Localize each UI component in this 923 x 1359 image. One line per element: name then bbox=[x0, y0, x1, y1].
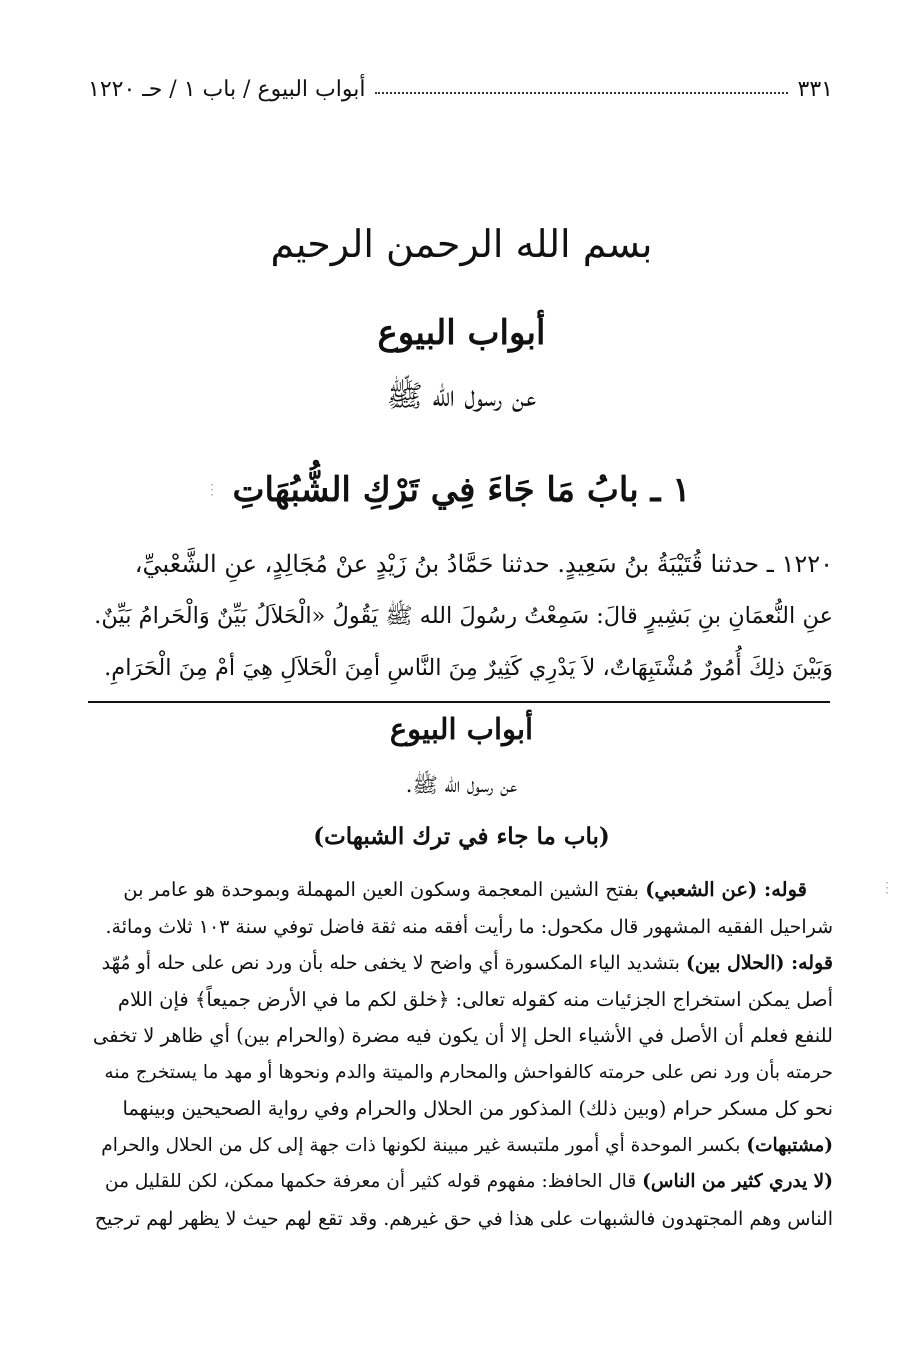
commentary-line: حرمته بأن ورد نص على حرمته كالفواحش والمحارم والميتة والدم ونحوها أو مهد ما يستخرج منه bbox=[104, 1061, 833, 1083]
hadith-line: وَبَيْنَ ذلِكَ أُمُورٌ مُشْتَبِهَاتٌ، لاَ يَدْرِي كَثِيرٌ مِنَ النَّاسِ أمِنَ الْحَلاَلِ هِيَ أمْ مِنَ الْحَرَامِ. bbox=[104, 655, 833, 681]
running-header bbox=[88, 72, 833, 106]
book-subtitle: عن رسول الله ﷺ bbox=[386, 379, 537, 414]
chapter-title: ١ ـ بابُ مَا جَاءَ فِي تَرْكِ الشُّبُهَاتِ bbox=[232, 470, 691, 510]
commentary-subtitle: عن رسول الله ﷺ. bbox=[405, 773, 518, 797]
commentary-line: أصل يمكن استخراج الجزئيات منه كقوله تعالى: ﴿خلق لكم ما في الأرض جميعاً﴾ فإن اللام bbox=[117, 987, 833, 1011]
commentary-text bbox=[90, 872, 833, 1237]
section-reference: أبواب البيوع / باب ١ / حـ ١٢٢٠ bbox=[88, 76, 366, 102]
scan-speck: ⋮ bbox=[205, 482, 219, 498]
page-number: ٣٣١ bbox=[797, 76, 833, 102]
commentary-line: قوله: (الحلال بين) بتشديد الياء المكسورة أي واضح لا يخفى حله بأن ورد نص على حله أو مُهّد bbox=[101, 952, 833, 974]
leader-dots bbox=[375, 92, 787, 94]
commentary-line: شراحيل الفقيه المشهور قال مكحول: ما رأيت أفقه منه ثقة فاضل توفي سنة ١٠٣ ثلاث ومائة. bbox=[105, 915, 833, 938]
hadith-line: ١٢٢٠ ـ حدثنا قُتَيْبَةُ بنُ سَعِيدٍ. حدثنا حَمَّادُ بنُ زَيْدٍ عنْ مُجَالِدٍ، عنِ الشَّعْبيِّ، bbox=[134, 550, 833, 578]
scan-speck: ⋮ bbox=[880, 880, 894, 896]
book-title: أبواب البيوع bbox=[377, 313, 546, 353]
hadith-line: عنِ النُّعمَانِ بنِ بَشِيرٍ قالَ: سَمِعْتُ رسُولَ الله ﷺ يَقُولُ «الْحَلاَلُ بَيِّنٌ وَالْحَرامُ بَيِّنٌ. bbox=[94, 603, 833, 629]
basmala: بسم الله الرحمن الرحيم bbox=[270, 222, 653, 266]
commentary-line: الناس وهم المجتهدون فالشبهات على هذا في حق غيرهم. وقد تقع لهم حيث لا يظهر لهم ترجيح bbox=[94, 1207, 833, 1230]
commentary-line: للنفع فعلم أن الأصل في الأشياء الحل إلا أن يكون فيه مضرة (والحرام بين) أي ظاهر لا تخفى bbox=[92, 1024, 833, 1047]
footnote-divider bbox=[88, 701, 830, 703]
commentary-title: أبواب البيوع bbox=[389, 712, 534, 746]
commentary-line: (مشتبهات) بكسر الموحدة أي أمور ملتبسة غير مبينة لكونها ذات جهة إلى كل من الحلال والحرام bbox=[101, 1134, 833, 1156]
commentary-line: نحو كل مسكر حرام (وبين ذلك) المذكور من الحلال والحرام وفي رواية الصحيحين وبينهما bbox=[122, 1097, 833, 1120]
commentary-line: (لا يدري كثير من الناس) قال الحافظ: مفهوم قوله كثير أن معرفة حكمها ممكن، لكن للقليل من bbox=[105, 1171, 833, 1192]
hadith-text bbox=[90, 538, 833, 694]
commentary-bab-heading: (باب ما جاء في ترك الشبهات) bbox=[313, 823, 610, 850]
commentary-line: قوله: (عن الشعبي) بفتح الشين المعجمة وسكون العين المهملة وبموحدة هو عامر بن bbox=[123, 878, 807, 901]
